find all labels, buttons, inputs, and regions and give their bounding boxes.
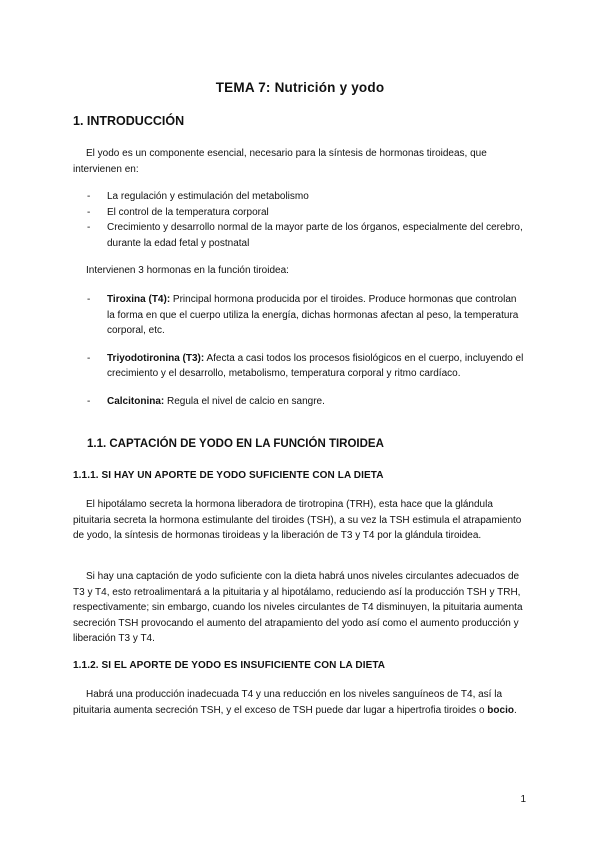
- hormone-name: Triyodotironina (T3):: [107, 352, 205, 364]
- page-number: 1: [520, 794, 526, 805]
- suficiente-paragraph-1: El hipotálamo secreta la hormona liberadora de tirotropina (TRH), esta hace que la glándula pituitaria secreta la hormona estimulante del tiroides (TSH), a su vez la TSH estimula el atrapamiento de yodo, la síntesis de hormonas tiroideas y la liberación de T3 y T4 por la glándula tiroidea.: [73, 499, 522, 541]
- hormones-intro-paragraph: Intervienen 3 hormonas en la función tiroidea:: [86, 265, 289, 276]
- section-heading-captacion: 1.1. CAPTACIÓN DE YODO EN LA FUNCIÓN TIROIDEA: [87, 438, 384, 450]
- suficiente-paragraph-2: Si hay una captación de yodo suficiente con la dieta habrá unos niveles circulantes adecuados de T3 y T4, esto retroalimentará a la pituitaria y al hipotálamo, reduciendo así la producción TSH y TRH, respectivamente; sin embargo, cuando los niveles circulantes de T4 disminuyen, la pituitaria aumenta secreción TSH provocando el aumento del atrapamiento del yodo así como el aumento producción y liberación T3 y T4.: [73, 571, 523, 644]
- list-item: - Crecimiento y desarrollo normal de la mayor parte de los órganos, especialmente del cerebro, durante la edad fetal y postnatal: [87, 222, 523, 249]
- list-item: - Tiroxina (T4): Principal hormona producida por el tiroides. Produce hormonas que controlan la forma en que el cuerpo utiliza la energía, dichas hormonas afectan al peso, la temperatura corporal, etc.: [87, 294, 519, 336]
- subsection-heading-insuficiente: 1.1.2. SI EL APORTE DE YODO ES INSUFICIENTE CON LA DIETA: [73, 660, 386, 671]
- list-item: - El control de la temperatura corporal: [87, 206, 269, 218]
- subsection-heading-suficiente: 1.1.1. SI HAY UN APORTE DE YODO SUFICIENTE CON LA DIETA: [73, 470, 384, 481]
- hormone-name: Calcitonina:: [107, 395, 165, 407]
- intro-paragraph: El yodo es un componente esencial, necesario para la síntesis de hormonas tiroideas, que intervienen en:: [73, 148, 487, 175]
- list-item: - La regulación y estimulación del metabolismo: [87, 191, 309, 202]
- page-title: TEMA 7: Nutrición y yodo: [215, 80, 385, 95]
- hormones-list: [87, 292, 527, 421]
- list-item: - Triyodotironina (T3): Afecta a casi todos los procesos fisiológicos en el cuerpo, incluyendo el crecimiento y el desarrollo, metabolismo, temperatura corporal y ritmo cardíaco.: [87, 352, 524, 379]
- hormone-name: Tiroxina (T4):: [107, 294, 171, 305]
- insuficiente-paragraph: Habrá una producción inadecuada T4 y una reducción en los niveles sanguíneos de T4, así la pituitaria aumenta secreción TSH, y el exceso de TSH puede dar lugar a hipertrofia tiroides o bocio.: [73, 689, 517, 716]
- section-heading-introduccion: 1. INTRODUCCIÓN: [73, 114, 185, 128]
- list-item: - Calcitonina: Regula el nivel de calcio en sangre.: [87, 395, 325, 407]
- functions-list: [87, 189, 527, 251]
